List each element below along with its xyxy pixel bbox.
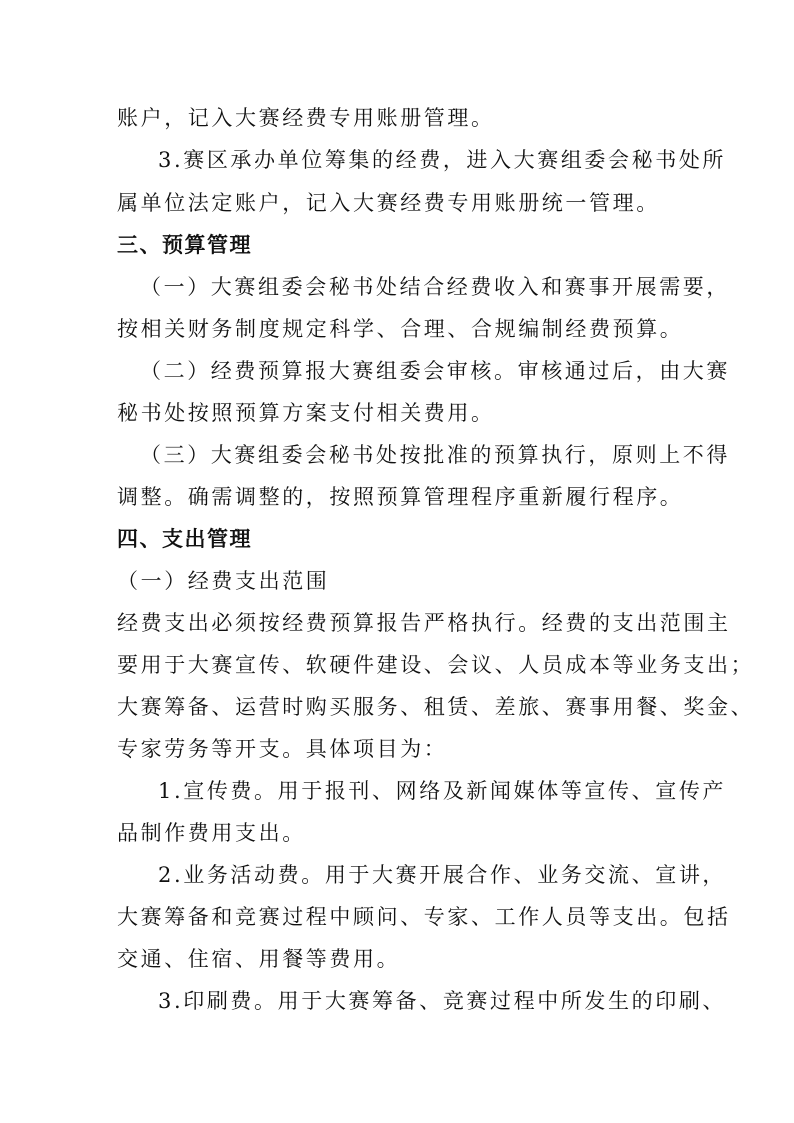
subsection-heading: （一）经费支出范围: [117, 569, 330, 593]
paragraph-line: 属单位法定账户，记入大赛经费专用账册统一管理。: [117, 191, 660, 215]
paragraph-line: 按相关财务制度规定科学、合理、合规编制经费预算。: [117, 317, 684, 341]
paragraph-line: 大赛筹备和竞赛过程中顾问、专家、工作人员等支出。包括: [117, 905, 731, 929]
paragraph-line: 要用于大赛宣传、软硬件建设、会议、人员成本等业务支出；: [117, 653, 755, 677]
section-heading: 四、支出管理: [117, 527, 252, 551]
paragraph-line: 经费支出必须按经费预算报告严格执行。经费的支出范围主: [117, 611, 731, 635]
paragraph-line: 3.印刷费。用于大赛筹备、竞赛过程中所发生的印刷、: [158, 989, 727, 1013]
paragraph-line: 3.赛区承办单位筹集的经费，进入大赛组委会秘书处所: [158, 148, 727, 172]
section-heading: 三、预算管理: [117, 233, 252, 257]
paragraph-line: 账户，记入大赛经费专用账册管理。: [117, 106, 495, 130]
paragraph-line: 品制作费用支出。: [117, 821, 306, 845]
paragraph-line: 交通、住宿、用餐等费用。: [117, 947, 401, 971]
paragraph-line: 秘书处按照预算方案支付相关费用。: [117, 401, 495, 425]
paragraph-line: 1.宣传费。用于报刊、网络及新闻媒体等宣传、宣传产: [158, 779, 727, 803]
paragraph-line: （二）经费预算报大赛组委会审核。审核通过后，由大赛: [140, 359, 730, 383]
paragraph-line: 大赛筹备、运营时购买服务、租赁、差旅、赛事用餐、奖金、: [117, 695, 755, 719]
paragraph-line: （三）大赛组委会秘书处按批准的预算执行，原则上不得: [140, 443, 730, 467]
paragraph-line: 专家劳务等开支。具体项目为：: [117, 737, 448, 761]
paragraph-line: 调整。确需调整的，按照预算管理程序重新履行程序。: [117, 485, 684, 509]
paragraph-line: 2.业务活动费。用于大赛开展合作、业务交流、宣讲，: [158, 863, 727, 887]
paragraph-line: （一）大赛组委会秘书处结合经费收入和赛事开展需要，: [140, 275, 730, 299]
